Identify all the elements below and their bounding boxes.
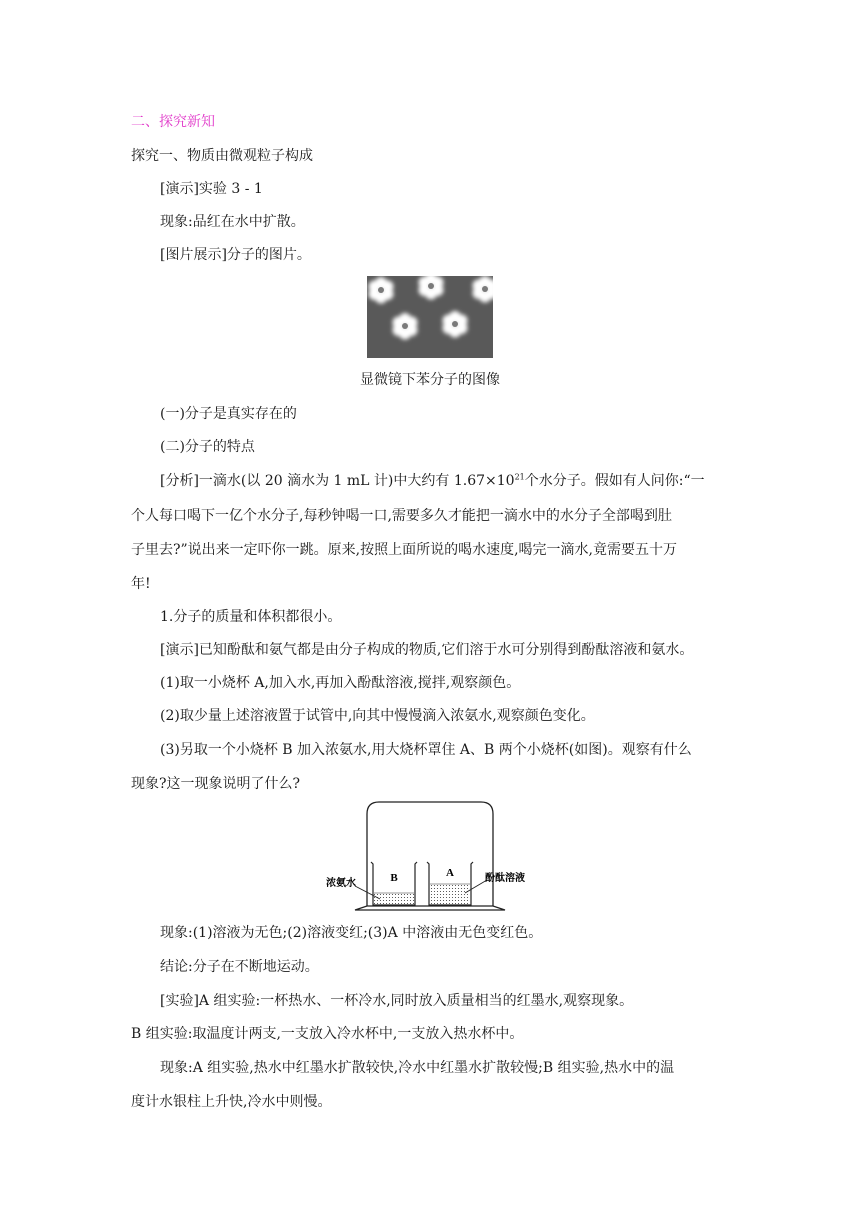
analysis-line-4: 年! [131, 576, 151, 592]
experiment-a: [实验]A 组实验:一杯热水、一杯冷水,同时放入质量相当的红墨水,观察现象。 [160, 993, 634, 1009]
step-2: (2)取少量上述溶液置于试管中,向其中慢慢滴入浓氨水,观察颜色变化。 [160, 708, 595, 724]
analysis-line-1: [分析]一滴水(以 20 滴水为 1 mL 计)中大约有 $1.67\times 10^{21}$个水分子。假如有人问你:“一 [160, 472, 705, 489]
analysis-line-3: 子里去?”说出来一定吓你一跳。原来,按照上面所说的喝水速度,喝完一滴水,竟需要五十万 [131, 542, 678, 558]
step-1: (1)取一小烧杯 A,加入水,再加入酚酞溶液,搅拌,观察颜色。 [160, 675, 521, 691]
point-2: (二)分子的特点 [160, 439, 255, 455]
phenomenon-1: 现象:品红在水中扩散。 [160, 214, 305, 230]
benzene-molecule-image [367, 276, 493, 358]
beaker-b-label: B [390, 872, 398, 884]
step-3-line-1: (3)另取一个小烧杯 B 加入浓氨水,用大烧杯罩住 A、B 两个小烧杯(如图)。观察有什么 [160, 742, 692, 758]
point-1: (一)分子是真实存在的 [160, 406, 297, 422]
phenolphthalein-label: 酚酞溶液 [485, 873, 525, 884]
base-plate [355, 906, 505, 910]
experiment-b: B 组实验:取温度计两支,一支放入冷水杯中,一支放入热水杯中。 [131, 1026, 524, 1042]
picture-show: [图片展示]分子的图片。 [160, 247, 311, 263]
phenomenon-2: 现象:(1)溶液为无色;(2)溶液变红;(3)A 中溶液由无色变红色。 [160, 925, 543, 941]
beaker-experiment-figure [325, 800, 535, 915]
demo-1: [演示]实验 3 - 1 [160, 181, 263, 197]
section-title: 二、探究新知 [131, 114, 215, 130]
beaker-a-label: A [446, 867, 454, 879]
inquiry-title: 探究一、物质由微观粒子构成 [131, 148, 313, 164]
feature-1: 1.分子的质量和体积都很小。 [160, 609, 342, 625]
conclusion: 结论:分子在不断地运动。 [160, 959, 319, 975]
ammonia-label: 浓氨水 [326, 878, 356, 889]
phenomenon-3-line-2: 度计水银柱上升快,冷水中则慢。 [131, 1094, 332, 1110]
step-3-line-2: 现象?这一现象说明了什么? [131, 776, 301, 792]
phenomenon-3-line-1: 现象:A 组实验,热水中红墨水扩散较快,冷水中红墨水扩散较慢;B 组实验,热水中的温 [160, 1060, 675, 1076]
demo-2: [演示]已知酚酞和氨气都是由分子构成的物质,它们溶于水可分别得到酚酞溶液和氨水。 [160, 642, 694, 658]
analysis-line-2: 个人每口喝下一亿个水分子,每秒钟喝一口,需要多久才能把一滴水中的水分子全部喝到肚 [131, 508, 672, 524]
figure-1-caption: 显微镜下苯分子的图像 [360, 372, 500, 388]
